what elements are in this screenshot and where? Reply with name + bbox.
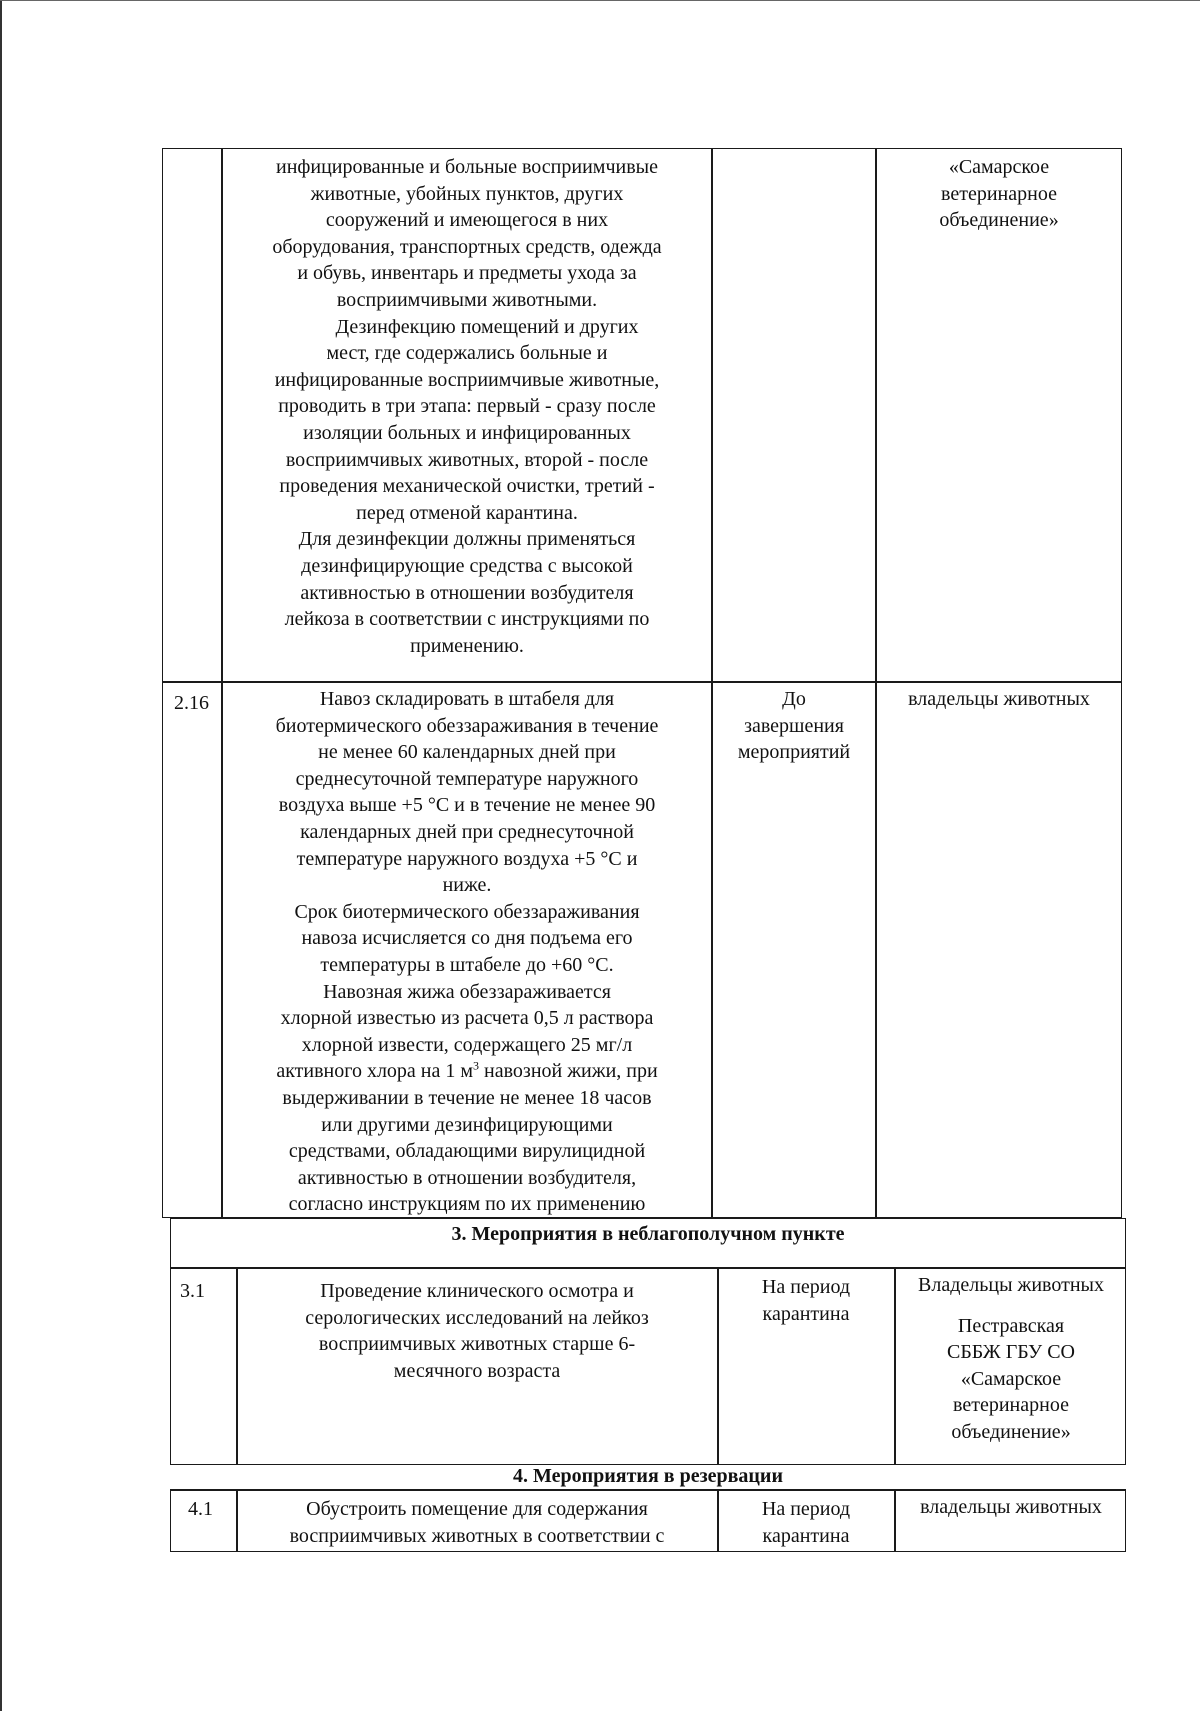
text-line [232,1058,702,1085]
text-line: хлорной извести, содержащего 25 мг/л [301,1033,633,1056]
text-line: серологических исследований на лейкоз [305,1306,649,1329]
text-line: животные, убойных пунктов, других [310,182,624,205]
text-line: объединение» [951,1420,1071,1443]
text-line: и обувь, инвентарь и предметы ухода за [297,262,637,285]
text-line: карантина [762,1302,850,1325]
row-number: 3.1 [180,1280,205,1302]
text-fragment: навозной жижи, при [479,1060,658,1083]
row-4-1-responsible: владельцы животных [920,1496,1102,1518]
text-line: температуре наружного воздуха +5 °С и [296,847,638,870]
text-line: изоляции больных и инфицированных [303,421,631,444]
text-line: Навоз складировать в штабеля для [319,688,615,710]
text-line: восприимчивыми животными. [336,288,598,311]
row-4-1-action-text [244,1496,710,1549]
text-fragment: активного хлора на 1 м [276,1060,474,1083]
text-line: согласно инструкциям по их применению [288,1193,646,1216]
text-line: «Самарское [960,1367,1062,1390]
text-line: оборудования, транспортных средств, одежда [272,235,662,258]
superscript: 3 [473,1058,480,1073]
text-line: перед отменой карантина. [356,501,578,524]
scan-edge-left [0,0,2,1711]
text-line: На период [761,1498,851,1520]
column-divider-num [236,1489,238,1552]
row-number: 4.1 [188,1498,213,1520]
row-2-16-term [716,686,872,766]
text-line: ветеринарное [953,1394,1069,1417]
text-line: проводить в три этапа: первый - сразу после [278,395,656,418]
text-line: выдерживании в течение не менее 18 часов [282,1086,652,1109]
text-line: хлорной известью из расчета 0,5 л раствора [280,1007,654,1030]
text-line: проведения механической очистки, третий - [279,475,655,498]
text-line: Дезинфекцию помещений и других [335,315,639,338]
text-line: применению. [410,634,524,657]
row-3-1-term [722,1274,890,1327]
text-line: не менее 60 календарных дней при [318,741,616,764]
row-number: 2.16 [174,692,209,714]
text-line: биотермического обеззараживания в течение [275,714,659,737]
column-divider-action [717,1268,719,1465]
column-divider-num [236,1268,238,1465]
column-divider-term [875,148,877,1218]
text-line: средствами, обладающими вирулицидной [288,1140,646,1163]
text-line: На период [761,1276,851,1298]
text-line: дезинфицирующие средства с высокой [301,554,633,577]
text-line: активностью в отношении возбудителя, [297,1166,637,1189]
text-line: инфицированные восприимчивые животные, [274,368,660,391]
text-line: восприимчивых животных, второй - после [285,448,649,471]
text-line: месячного возраста [393,1359,561,1382]
text-line: ветеринарное [941,182,1057,205]
text-line: среднесуточной температуре наружного [295,767,639,790]
text-line: СББЖ ГБУ СО [946,1341,1076,1364]
text-line: лейкоза в соответствии с инструкциями по [284,608,650,631]
text-line: восприимчивых животных в соответствии с [289,1524,665,1547]
text-line: инфицированные и больные восприимчивые [276,156,658,178]
row-prev-responsible [880,154,1118,234]
column-divider-action [717,1489,719,1552]
text-line: сооружений и имеющегося в них [325,209,609,232]
text-line: ниже. [442,874,492,897]
text-line: «Самарское [948,156,1050,178]
text-line: календарных дней при среднесуточной [300,820,634,843]
text-line: Пестравская [957,1314,1065,1337]
text-line: активностью в отношении возбудителя [300,581,634,604]
row-3-1-responsible [898,1272,1124,1446]
text-line: воздуха выше +5 °С и в течение не менее 90 [278,794,656,817]
text-line: объединение» [939,209,1059,232]
column-divider-action [711,148,713,1218]
text-line: Обустроить помещение для содержания [306,1498,648,1520]
text-line: восприимчивых животных старше 6- [318,1333,636,1356]
row-2-16-responsible: владельцы животных [908,688,1090,710]
row-2-16-action-text [232,686,702,1218]
text-line: температуры в штабеле до +60 °С. [320,953,614,976]
row-3-1-action-text [244,1278,710,1384]
text-line: Для дезинфекции должны применяться [298,528,636,551]
text-line: До [782,688,806,710]
text-line: Проведение клинического осмотра и [320,1280,634,1302]
text-line: Навозная жижа обеззараживается [323,980,611,1003]
section-3-title: 3. Мероприятия в неблагополучном пункте [451,1223,845,1245]
text-line: Владельцы животных [918,1274,1104,1296]
column-divider-term [894,1489,896,1552]
column-divider-num [221,148,223,1218]
text-line: карантина [762,1524,850,1547]
scan-edge-top [0,0,1200,1]
column-divider-term [894,1268,896,1465]
text-line: навоза исчисляется со дня подъема его [301,927,633,950]
text-line: мест, где содержались больные и [326,342,608,365]
text-line: или другими дезинфицирующими [321,1113,613,1136]
text-line: завершения [744,714,844,737]
text-line: мероприятий [737,741,851,764]
row-prev-action-text [232,154,702,659]
row-4-1-term [722,1496,890,1549]
section-4-title: 4. Мероприятия в резервации [513,1465,783,1487]
text-line: Срок биотермического обеззараживания [294,900,640,923]
row-divider [162,681,1122,683]
